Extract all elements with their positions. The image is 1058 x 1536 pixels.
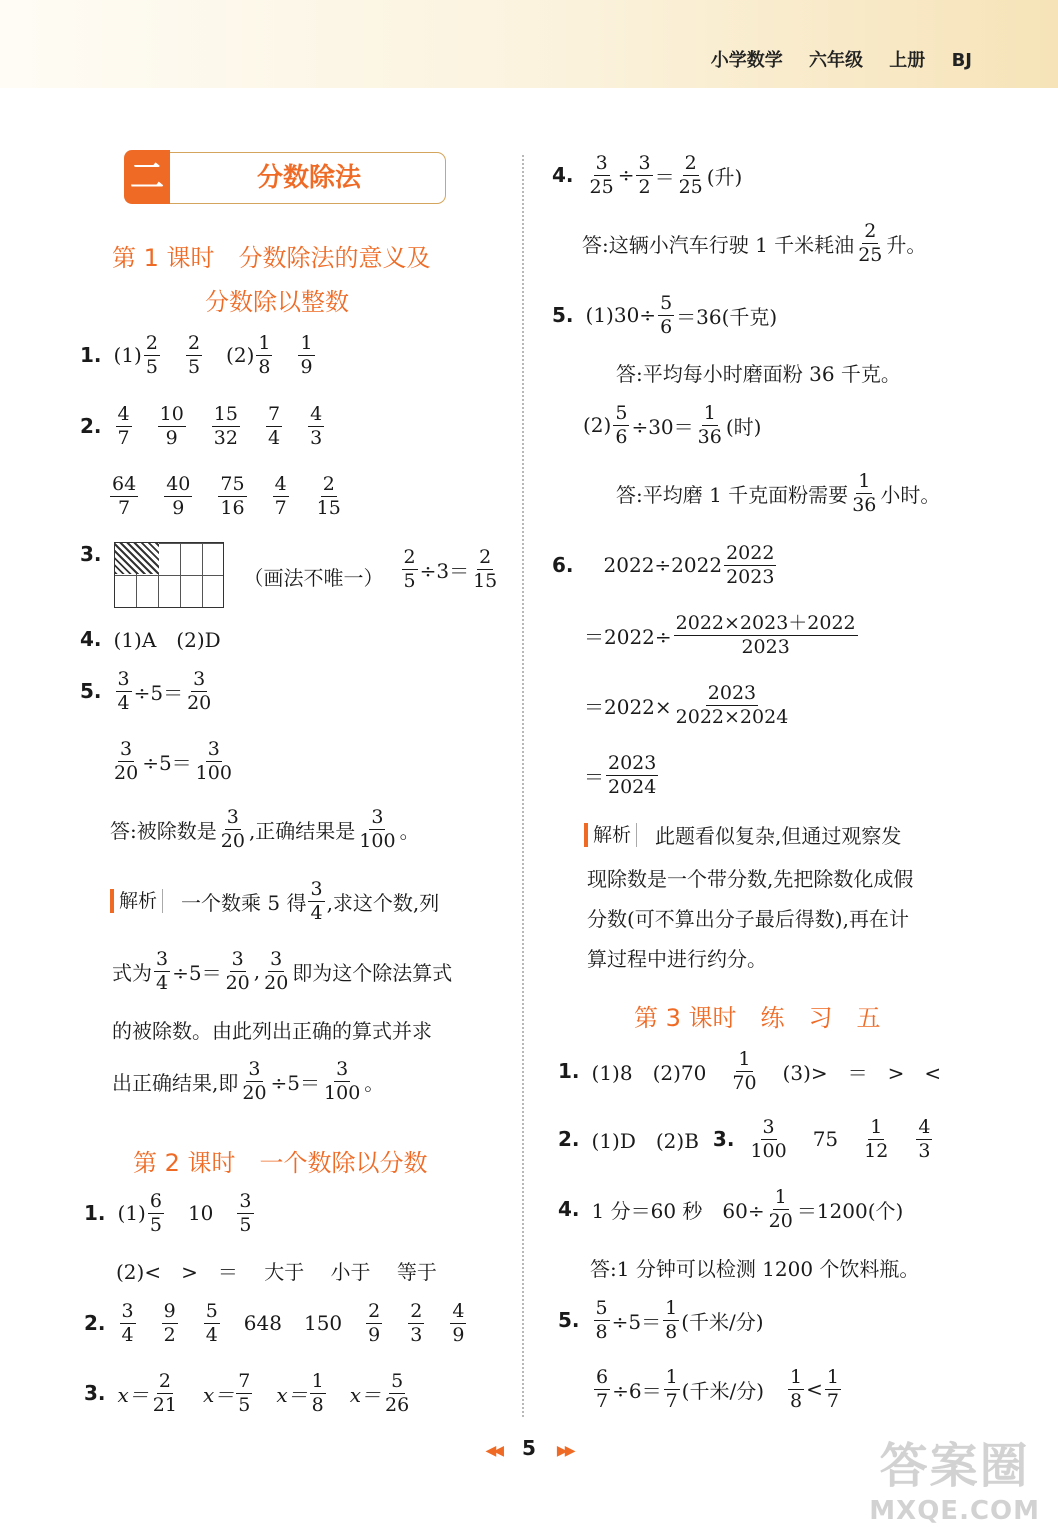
next-arrows-icon: ▶▶	[556, 1443, 573, 1459]
right-answer-6-line2: ＝2022÷ $\frac{2022\times 2023+2022}{2023}$	[584, 612, 856, 658]
answer-3: 3. （画法不唯一） $\frac{2}{5}$ ÷3＝ $\frac{2}{15}$	[80, 542, 501, 608]
lesson3-answer-4: 4. 1 分＝60 秒 60÷ $\frac{1}{20}$ ＝1200(个)	[558, 1186, 904, 1232]
answer-5-line2: $\frac{3}{20}$ ÷5＝ $\frac{3}{100}$	[114, 738, 232, 784]
analysis-5-line4: 出正确结果,即 $\frac{3}{20}$ ÷5＝ $\frac{3}{100}$ 。	[112, 1058, 385, 1104]
lesson3-answer-4-conclusion: 答:1 分钟可以检测 1200 个饮料瓶。	[590, 1257, 920, 1281]
right-answer-6-line1: 6. 2022÷2022 $\frac{2022}{2023}$	[552, 542, 775, 588]
right-answer-5-part2: (2) $\frac{5}{6}$ ÷30＝ $\frac{1}{36}$ (时)	[583, 402, 762, 448]
lesson3-answer-1: 1. (1)8 (2)70 $\frac{1}{70}$ (3)> ＝ > <	[558, 1048, 942, 1094]
lesson2-answer-1: 1. (1) $\frac{6}{5}$ 10 $\frac{3}{5}$	[84, 1190, 252, 1236]
lesson3-title: 第 3 课时 练 习 五	[634, 1004, 881, 1032]
chapter-heading	[126, 152, 446, 204]
analysis-6-line2: 现除数是一个带分数,先把除数化成假	[587, 867, 914, 891]
answer-4: 4. (1)A (2)D	[80, 626, 221, 652]
shaded-grid-figure	[114, 542, 224, 608]
grade-label: 六年级	[809, 50, 864, 71]
column-divider	[522, 155, 524, 1417]
answer-1: 1. (1) $\frac{2}{5}$ $\frac{2}{5}$ (2) $\frac{1}{8}$ $\frac{1}{9}$	[80, 332, 313, 378]
right-answer-5-part1: 5. (1)30÷ $\frac{5}{6}$ ＝36(千克)	[552, 292, 778, 338]
lesson2-answer-3: 3. x＝ $\frac{2}{21}$ x＝ $\frac{7}{5}$ x＝ $\frac{1}{8}$ x＝ $\frac{5}{26}$	[84, 1370, 410, 1416]
book-header	[691, 46, 972, 72]
header-band	[0, 0, 1058, 88]
right-answer-6-line4: ＝ $\frac{2023}{2024}$	[584, 752, 657, 798]
chapter-number: 二	[124, 150, 170, 204]
analysis-tag: 解析	[110, 889, 163, 913]
lesson2-title: 第 2 课时 一个数除以分数	[133, 1149, 428, 1177]
answer-5-conclusion: 答:被除数是 $\frac{3}{20}$ ,正确结果是 $\frac{3}{100}$ 。	[110, 806, 420, 852]
analysis-6-line3: 分数(可不算出分子最后得数),再在计	[587, 907, 909, 931]
lesson2-answer-2: 2. $\frac{3}{4}$ $\frac{9}{2}$ $\frac{5}{4}$ 648 150 $\frac{2}{9}$ $\frac{2}{3}$ $\frac{4}{9}$	[84, 1300, 465, 1346]
answer-5-line1: 5. $\frac{3}{4}$ ÷5＝ $\frac{3}{20}$	[80, 668, 212, 714]
lesson1-title-line2: 分数除以整数	[205, 288, 349, 316]
analysis-6-line4: 算过程中进行约分。	[587, 947, 767, 971]
prev-arrows-icon: ◀◀	[485, 1443, 502, 1459]
answer-2-row2: $\frac{64}{7}$ $\frac{40}{9}$ $\frac{75}{16}$ $\frac{4}{7}$ $\frac{2}{15}$	[112, 473, 341, 519]
right-answer-5-conclusion1: 答:平均每小时磨面粉 36 千克。	[616, 362, 901, 386]
page-number: 5	[522, 1436, 536, 1460]
lesson1-title-line1: 第 1 课时 分数除法的意义及	[112, 244, 431, 272]
lesson3-answer-5-line2: $\frac{6}{7}$ ÷6＝ $\frac{1}{7}$ (千米/分) $\frac{1}{8}$ < $\frac{1}{7}$	[596, 1366, 839, 1412]
analysis-6-line1: 解析 此题看似复杂,但通过观察发	[584, 820, 901, 849]
chapter-title: 分数除法	[256, 163, 361, 193]
edition-label: BJ	[951, 50, 972, 71]
analysis-5-line2: 式为 $\frac{3}{4}$ ÷5＝ $\frac{3}{20}$ , $\frac{3}{20}$ 即为这个除法算式	[112, 948, 453, 994]
right-answer-5-conclusion2: 答:平均磨 1 千克面粉需要 $\frac{1}{36}$ 小时。	[616, 470, 941, 516]
volume-label: 上册	[889, 50, 926, 71]
answer-2-row1: 2. $\frac{4}{7}$ $\frac{10}{9}$ $\frac{15}{32}$ $\frac{7}{4}$ $\frac{4}{3}$	[80, 403, 323, 449]
analysis-5-line3: 的被除数。由此列出正确的算式并求	[112, 1019, 432, 1043]
lesson2-answer-1-row2: (2)< > ＝ 大于 小于 等于	[116, 1260, 437, 1284]
lesson3-answer-5-line1: 5. $\frac{5}{8}$ ÷5＝ $\frac{1}{8}$ (千米/分)	[558, 1297, 764, 1343]
right-answer-4-conclusion: 答:这辆小汽车行驶 1 千米耗油 $\frac{2}{25}$ 升。	[582, 220, 927, 266]
lesson3-answer-2-3: 2. (1)D (2)B 3. $\frac{3}{100}$ 75 $\frac{1}{12}$ $\frac{4}{3}$	[558, 1116, 931, 1162]
subject-label: 小学数学	[710, 50, 783, 71]
analysis-tag: 解析	[584, 823, 637, 847]
right-answer-6-line3: ＝2022× $\frac{2023}{2022\times 2024}$	[584, 682, 789, 728]
right-answer-4: 4. $\frac{3}{25}$ ÷ $\frac{3}{2}$ ＝ $\frac{2}{25}$ (升)	[552, 152, 743, 198]
analysis-5-line1: 解析 一个数乘 5 得 $\frac{3}{4}$ ,求这个数,列	[110, 878, 439, 925]
watermark-logo: 答案圈 MXQE.COM	[869, 1438, 1040, 1526]
